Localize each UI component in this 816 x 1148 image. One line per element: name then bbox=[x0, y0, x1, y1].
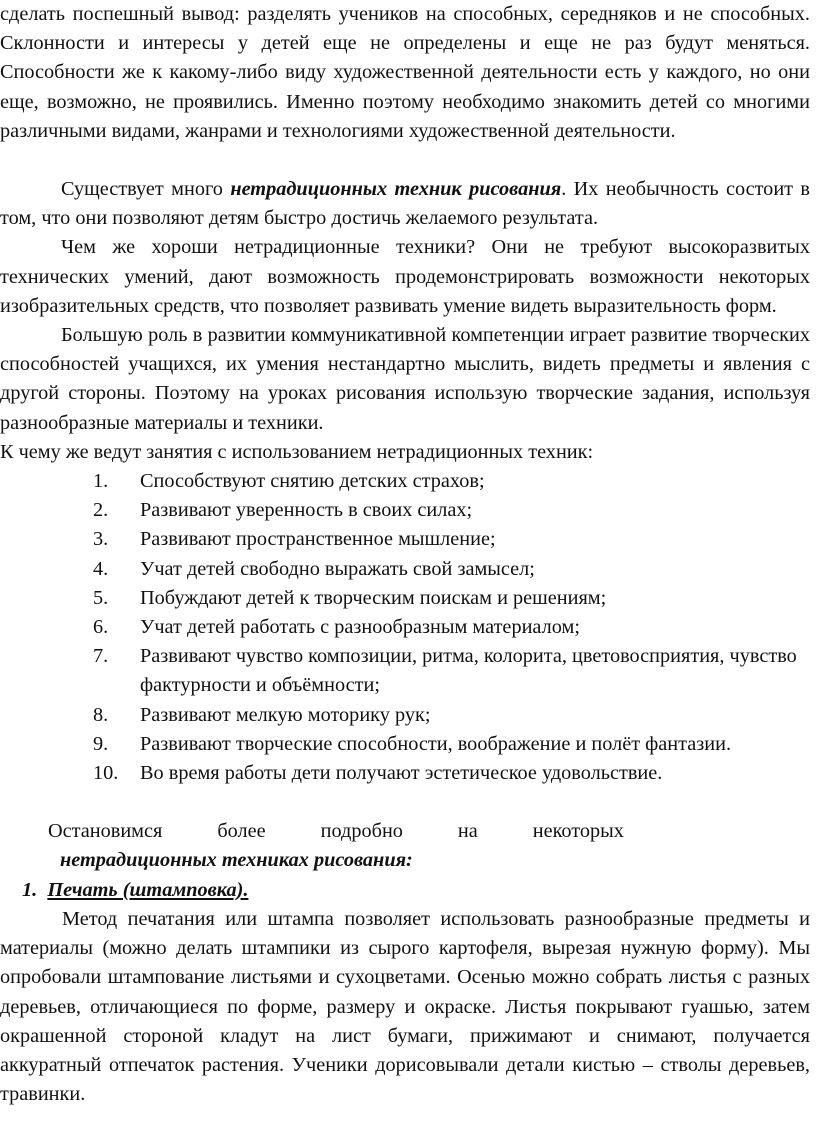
list-item bbox=[0, 555, 810, 584]
list-item-text: Во время работы дети получают эстетическое удовольствие. bbox=[140, 762, 663, 785]
paragraph-benefits: Чем же хороши нетрадиционные техники? Они не требуют высокоразвитых технических умений, дают возможность продемонстрировать возможности некоторых изобразительных средств, что позволяет развивать умение видеть выразительность форм. bbox=[0, 236, 810, 317]
list-item bbox=[0, 496, 810, 525]
section-body: Метод печатания или штампа позволяет использовать разнообразные предметы и материалы (можно делать штампики из сырого картофеля, вырезая нужную форму). Мы опробовали штампование листьями и сухоцветами. Осенью можно собрать листья с разных деревьев, отличающиеся по форме, размеру и окраске. Листья покрывают гуашью, затем окрашенной стороной кладут на лист бумаги, прижимают и снимают, получается аккуратный отпечаток растения. Ученики дорисовывали детали кистью – стволы деревьев, травинки. bbox=[0, 907, 810, 1106]
list-item-text: Побуждают детей к творческим поискам и решениям; bbox=[140, 586, 607, 609]
list-item-text: Способствуют снятию детских страхов; bbox=[140, 470, 485, 493]
paragraph-gap bbox=[0, 788, 810, 817]
list-item-text: Развивают чувство композиции, ритма, колорита, цветовосприятия, чувство фактурности и объёмности; bbox=[140, 645, 797, 697]
list-item-number: 5. bbox=[93, 586, 109, 609]
section-number: 1. bbox=[22, 878, 38, 901]
list-item-text: Развивают пространственное мышление; bbox=[140, 528, 496, 551]
lead-word: подробно bbox=[320, 820, 403, 843]
list-item-number: 9. bbox=[93, 732, 109, 755]
list-intro: К чему же ведут занятия с использованием нетрадиционных техник: bbox=[0, 440, 594, 463]
list-item-text: Развивают мелкую моторику рук; bbox=[140, 703, 431, 726]
list-item-number: 8. bbox=[93, 703, 109, 726]
paragraph-competence: Большую роль в развитии коммуникативной компетенции играет развитие творческих способностей учащихся, их умения нестандартно мыслить, видеть предметы и явления с другой стороны. Поэтому на уроках рисования использую творческие задания, используя разнообразные материалы и техники. bbox=[0, 324, 810, 434]
list-item-number: 3. bbox=[93, 528, 109, 551]
p2-after: . Их необычность состоит в том, что они позволяют детям быстро достичь желаемого результата. bbox=[0, 178, 810, 230]
list-item bbox=[0, 642, 810, 700]
list-item-text: Учат детей свободно выражать свой замысел; bbox=[140, 557, 535, 580]
list-item-text: Развивают уверенность в своих силах; bbox=[140, 499, 473, 522]
lead-line bbox=[0, 817, 810, 846]
list-item-number: 1. bbox=[93, 470, 109, 493]
list-item bbox=[0, 525, 810, 554]
lead-word: некоторых bbox=[532, 820, 624, 843]
list-item-number: 7. bbox=[93, 645, 109, 668]
list-item-number: 2. bbox=[93, 499, 109, 522]
list-item bbox=[0, 584, 810, 613]
p2-before: Существует много bbox=[61, 178, 231, 201]
intro-paragraph: сделать поспешный вывод: разделять учеников на способных, середняков и не способных. Склонности и интересы у детей еще не определены и еще не раз будут меняться. Способности же к какому-либо виду художественной деятельности есть у каждого, но они еще, возможно, не проявились. Именно поэтому необходимо знакомить детей со многими различными видами, жанрами и технологиями художественной деятельности. bbox=[0, 3, 810, 142]
lead-word: Остановимся bbox=[48, 820, 163, 843]
list-item-number: 4. bbox=[93, 557, 109, 580]
paragraph-techniques bbox=[0, 175, 810, 233]
list-item-text: Учат детей работать с разнообразным материалом; bbox=[140, 616, 580, 639]
lead-word: более bbox=[217, 820, 266, 843]
list-item bbox=[0, 730, 810, 759]
p2-emphasis: нетрадиционных техник рисования bbox=[230, 178, 562, 201]
list-item-number: 10. bbox=[93, 762, 119, 785]
list-item bbox=[0, 613, 810, 642]
list-item bbox=[0, 467, 810, 496]
lead-subheading: нетрадиционных техниках рисования: bbox=[60, 849, 413, 872]
section-heading bbox=[0, 876, 810, 905]
list-item-text: Развивают творческие способности, воображение и полёт фантазии. bbox=[140, 732, 732, 755]
paragraph-gap bbox=[0, 146, 810, 175]
section-title: Печать (штамповка). bbox=[47, 878, 249, 901]
list-item bbox=[0, 701, 810, 730]
lead-word: на bbox=[457, 820, 478, 843]
benefits-list bbox=[0, 467, 810, 788]
list-item bbox=[0, 759, 810, 788]
list-item-number: 6. bbox=[93, 616, 109, 639]
